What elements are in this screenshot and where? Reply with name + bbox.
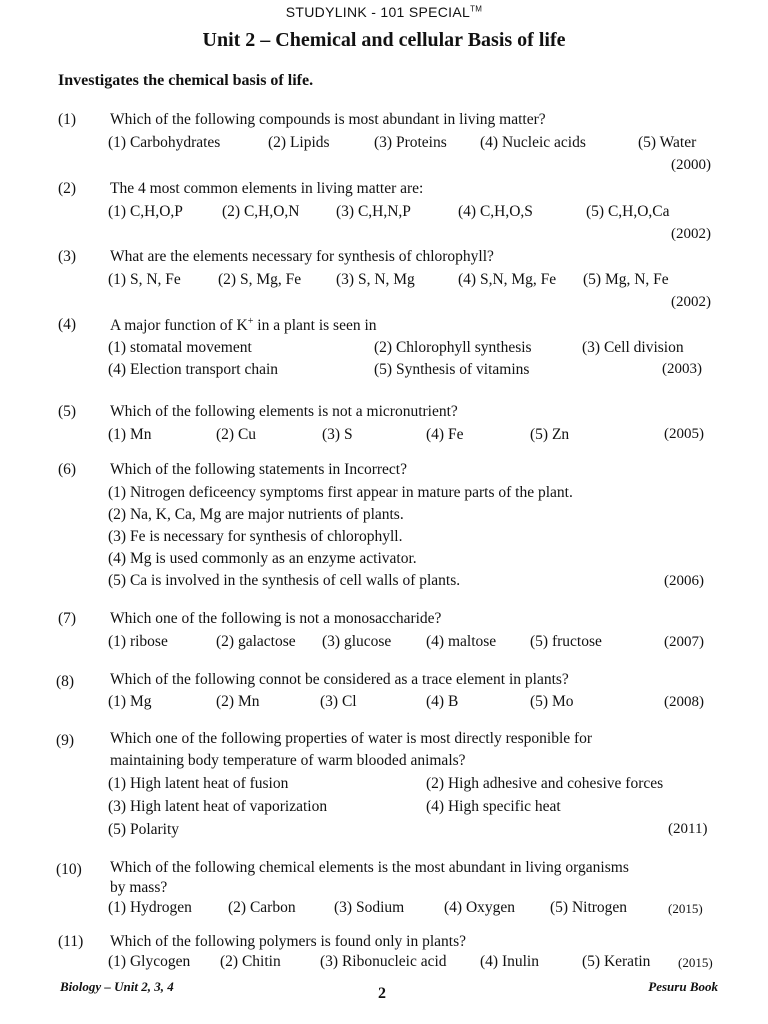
question-year: (2007) [664, 634, 704, 650]
option: (5) Mg, N, Fe [583, 271, 669, 288]
option: (1) stomatal movement [108, 339, 252, 356]
question-number: (5) [58, 403, 77, 420]
section-heading: Investigates the chemical basis of life. [58, 72, 314, 89]
option: (5) Zn [530, 426, 570, 443]
option: (5) C,H,O,Ca [586, 203, 670, 220]
question-text: Which of the following polymers is found only in plants? [110, 933, 467, 950]
question-number: (8) [56, 673, 75, 690]
option: (3) High latent heat of vaporization [108, 798, 328, 815]
option: (4) Nucleic acids [480, 134, 586, 151]
option: (5) Ca is involved in the synthesis of cell walls of plants. [108, 572, 461, 589]
option: (5) fructose [530, 633, 602, 650]
question-number: (3) [58, 248, 77, 265]
option: (3) Cell division [582, 339, 684, 356]
brand-label: STUDYLINK - 101 SPECIAL [285, 4, 471, 20]
question-year: (2008) [664, 694, 704, 710]
question-text-part: in a plant is seen in [253, 317, 377, 335]
option: (4) High specific heat [426, 798, 561, 815]
option: (2) Lipids [268, 134, 330, 151]
option: (3) Sodium [334, 899, 405, 916]
question-text: Which one of the following is not a monosaccharide? [110, 610, 442, 627]
question-year: (2003) [662, 361, 702, 377]
option: (1) Hydrogen [108, 899, 192, 916]
option: (4) Mg is used commonly as an enzyme activator. [108, 550, 417, 567]
page-header [0, 4, 768, 20]
question-text: Which of the following elements is not a micronutrient? [110, 403, 458, 420]
question-text: What are the elements necessary for synthesis of chlorophyll? [110, 248, 494, 265]
option: (5) Polarity [108, 821, 180, 838]
question-number: (4) [58, 316, 77, 333]
option: (3) S, N, Mg [336, 271, 415, 288]
option: (1) C,H,O,P [108, 203, 183, 220]
question-text: Which of the following compounds is most abundant in living matter? [110, 111, 546, 128]
question-year: (2006) [664, 573, 704, 589]
page-title: Unit 2 – Chemical and cellular Basis of life [202, 29, 566, 51]
option: (2) Mn [216, 693, 260, 710]
option: (1) Nitrogen deficeency symptoms first appear in mature parts of the plant. [108, 484, 573, 501]
question-number: (1) [58, 111, 77, 128]
option: (3) S [322, 426, 353, 443]
question-year: (2002) [671, 226, 711, 242]
option: (3) Fe is necessary for synthesis of chlorophyll. [108, 528, 403, 545]
option: (3) C,H,N,P [336, 203, 411, 220]
footer-subject: Biology – Unit 2, 3, 4 [60, 979, 174, 994]
question-text: Which of the following statements in Incorrect? [110, 461, 407, 478]
option: (1) Mn [108, 426, 152, 443]
option: (4) Oxygen [444, 899, 516, 916]
option: (1) High latent heat of fusion [108, 775, 289, 792]
option: (4) B [426, 693, 459, 710]
option: (1) Carbohydrates [108, 134, 221, 151]
option: (1) ribose [108, 633, 168, 650]
option: (2) S, Mg, Fe [218, 271, 302, 288]
option: (2) Na, K, Ca, Mg are major nutrients of plants. [108, 506, 404, 523]
question-year: (2000) [671, 157, 711, 173]
question-text-continued: maintaining body temperature of warm blooded animals? [110, 752, 466, 769]
option: (2) galactose [216, 633, 296, 650]
question-number: (10) [56, 861, 82, 878]
question-year: (2005) [664, 426, 704, 442]
option: (4) maltose [426, 633, 497, 650]
question-year: (2002) [671, 294, 711, 310]
option: (2) High adhesive and cohesive forces [426, 775, 664, 792]
question-year: (2011) [668, 821, 708, 837]
option: (4) S,N, Mg, Fe [458, 271, 557, 288]
page-number: 2 [378, 985, 386, 1002]
superscript: + [247, 316, 254, 327]
option: (2) Chlorophyll synthesis [374, 339, 532, 356]
question-number: (11) [58, 933, 84, 950]
question-number: (7) [58, 610, 77, 627]
question-number: (9) [56, 732, 75, 749]
option: (5) Synthesis of vitamins [374, 361, 530, 378]
question-text: Which of the following connot be considered as a trace element in plants? [110, 671, 569, 688]
question-text: The 4 most common elements in living matter are: [110, 180, 424, 197]
question-text [110, 316, 377, 335]
option: (4) Inulin [480, 953, 539, 970]
option: (3) Ribonucleic acid [320, 953, 447, 970]
question-text: Which one of the following properties of water is most directly responible for [110, 730, 593, 747]
question-number: (6) [58, 461, 77, 478]
question-text-continued: by mass? [110, 879, 168, 896]
option: (2) Carbon [228, 899, 296, 916]
option: (2) Cu [216, 426, 257, 443]
option: (5) Water [638, 134, 697, 151]
option: (3) glucose [322, 633, 392, 650]
trademark-mark: TM [470, 4, 483, 14]
option: (2) Chitin [220, 953, 281, 970]
option: (3) Proteins [374, 134, 447, 151]
option: (5) Nitrogen [550, 899, 628, 916]
option: (2) C,H,O,N [222, 203, 300, 220]
option: (5) Keratin [582, 953, 651, 970]
option: (1) Mg [108, 693, 152, 710]
option: (3) Cl [320, 693, 357, 710]
question-number: (2) [58, 180, 77, 197]
option: (4) Fe [426, 426, 464, 443]
question-text: Which of the following chemical elements is the most abundant in living organisms [110, 859, 629, 876]
option: (5) Mo [530, 693, 574, 710]
question-text-part: A major function of K [110, 317, 248, 335]
question-year: (2015) [668, 901, 703, 916]
option: (4) C,H,O,S [458, 203, 533, 220]
footer-publisher: Pesuru Book [648, 979, 718, 994]
option: (4) Election transport chain [108, 361, 279, 378]
option: (1) S, N, Fe [108, 271, 181, 288]
option: (1) Glycogen [108, 953, 191, 970]
question-year: (2015) [678, 955, 713, 970]
